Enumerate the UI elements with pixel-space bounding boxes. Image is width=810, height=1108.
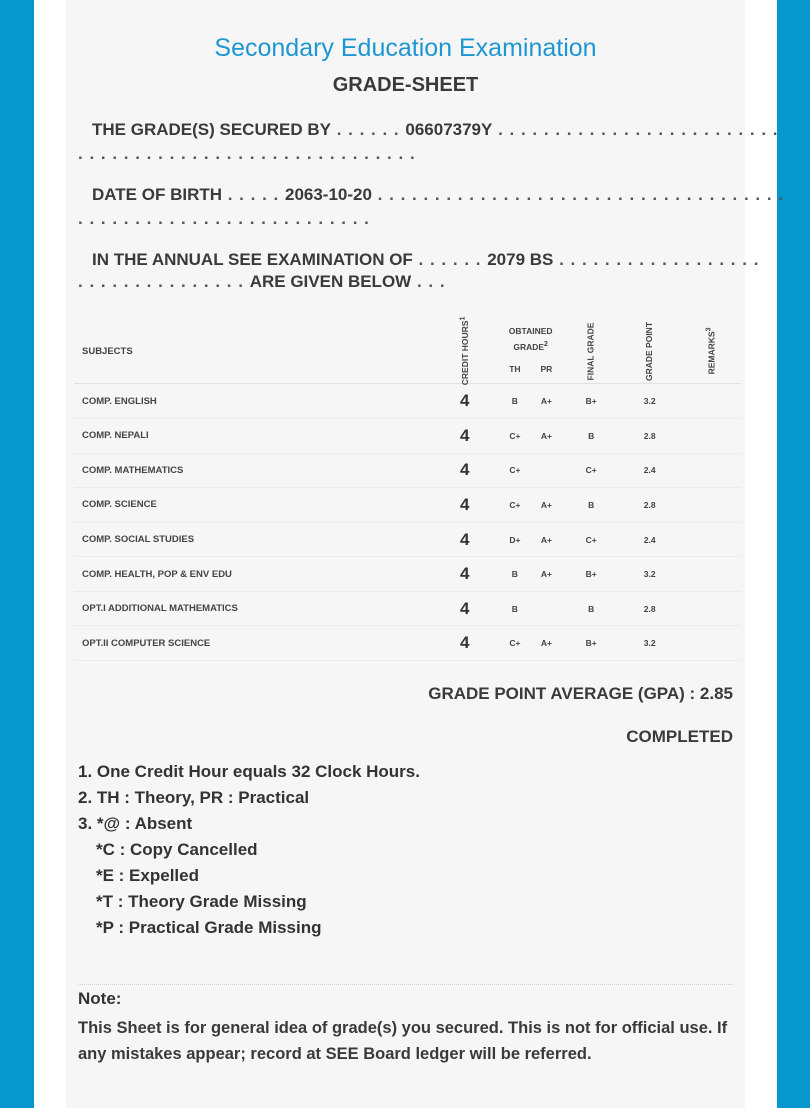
subject-cell: OPT.I ADDITIONAL MATHEMATICS bbox=[74, 591, 430, 626]
table-row bbox=[74, 591, 741, 626]
practical-grade-cell: A+ bbox=[531, 522, 563, 557]
final-grade-cell: C+ bbox=[562, 453, 620, 488]
theory-grade-cell: B bbox=[499, 384, 531, 419]
grade-point-cell: 2.4 bbox=[620, 453, 679, 488]
subject-cell: COMP. MATHEMATICS bbox=[74, 453, 430, 488]
theory-grade-cell: B bbox=[499, 557, 531, 592]
grade-point-cell: 3.2 bbox=[620, 626, 679, 661]
subjects-header: SUBJECTS bbox=[74, 319, 430, 384]
remarks-cell bbox=[679, 591, 741, 626]
subject-cell: COMP. SOCIAL STUDIES bbox=[74, 522, 430, 557]
subject-cell: COMP. NEPALI bbox=[74, 418, 430, 453]
remarks-cell bbox=[679, 488, 741, 523]
final-grade-header: FINAL GRADE bbox=[562, 319, 620, 384]
given-below-label: ARE GIVEN BELOW bbox=[249, 272, 412, 291]
note-label: Note: bbox=[78, 989, 122, 1008]
subject-cell: COMP. ENGLISH bbox=[74, 384, 430, 419]
exam-title: Secondary Education Examination bbox=[214, 34, 597, 62]
theory-grade-cell: C+ bbox=[499, 453, 531, 488]
given-below-line: . . . . . . . . . . . . . . . ARE GIVEN BELOW . . . bbox=[78, 272, 446, 291]
credit-hours-cell: 4 bbox=[430, 453, 499, 488]
remarks-cell bbox=[679, 384, 741, 419]
gpa-summary: GRADE POINT AVERAGE (GPA) : 2.85 bbox=[428, 684, 733, 703]
remarks-header: REMARKS$^3$ bbox=[679, 319, 741, 384]
final-grade-cell: B bbox=[562, 488, 620, 523]
note-text: This Sheet is for general idea of grade(s) you secured. This is not for official use. If any mistakes appear; record at SEE Board ledger will be referred. bbox=[78, 1019, 728, 1063]
table-row bbox=[74, 626, 741, 661]
remarks-cell bbox=[679, 453, 741, 488]
table-row bbox=[74, 384, 741, 419]
credit-hours-cell: 4 bbox=[430, 557, 499, 592]
symbol-number: 06607379Y bbox=[405, 120, 493, 139]
footnote-2: 2. TH : Theory, PR : Practical bbox=[78, 788, 310, 807]
table-row bbox=[74, 557, 741, 592]
table-row bbox=[74, 453, 741, 488]
result-status: COMPLETED bbox=[626, 727, 733, 746]
dots-filler: . . . . . . . . . . . . . . . . . . . . . . . . . . bbox=[78, 209, 370, 228]
theory-grade-cell: C+ bbox=[499, 418, 531, 453]
practical-grade-cell: A+ bbox=[531, 384, 563, 419]
th-header: TH bbox=[499, 354, 531, 384]
theory-grade-cell: B bbox=[499, 591, 531, 626]
practical-grade-cell: A+ bbox=[531, 626, 563, 661]
right-blue-band bbox=[777, 0, 810, 1108]
subject-cell: COMP. SCIENCE bbox=[74, 488, 430, 523]
sheet-subtitle: GRADE-SHEET bbox=[332, 74, 479, 96]
final-grade-cell: C+ bbox=[562, 522, 620, 557]
final-grade-cell: B bbox=[562, 591, 620, 626]
grade-point-cell: 2.8 bbox=[620, 591, 679, 626]
exam-line: IN THE ANNUAL SEE EXAMINATION OF . . . . . . 2079 BS . . . . . . . . . . . . . . . . . . bbox=[92, 250, 760, 269]
remarks-cell bbox=[679, 522, 741, 557]
grade-point-header: GRADE POINT bbox=[620, 319, 679, 384]
theory-grade-cell: C+ bbox=[499, 626, 531, 661]
credit-hours-header: CREDIT HOURS$^1$ bbox=[430, 319, 499, 384]
practical-grade-cell: A+ bbox=[531, 488, 563, 523]
practical-grade-cell bbox=[531, 453, 563, 488]
footnote-expelled: *E : Expelled bbox=[96, 866, 199, 885]
grade-point-cell: 2.8 bbox=[620, 488, 679, 523]
grades-table bbox=[74, 316, 741, 661]
credit-hours-cell: 4 bbox=[430, 591, 499, 626]
footnote-theory-missing: *T : Theory Grade Missing bbox=[96, 892, 307, 911]
dots-filler: . . . . . . . . . . . . . . . . . . . . . . . . . . . . . . bbox=[78, 144, 416, 163]
exam-year: 2079 BS bbox=[487, 250, 554, 269]
subject-cell: OPT.II COMPUTER SCIENCE bbox=[74, 626, 430, 661]
grade-point-cell: 2.4 bbox=[620, 522, 679, 557]
obtained-grade-header: OBTAINED GRADE$^2$ bbox=[508, 326, 553, 352]
grade-point-cell: 2.8 bbox=[620, 418, 679, 453]
theory-grade-cell: C+ bbox=[499, 488, 531, 523]
remarks-cell bbox=[679, 557, 741, 592]
credit-hours-cell: 4 bbox=[430, 626, 499, 661]
left-blue-band bbox=[0, 0, 34, 1108]
final-grade-cell: B bbox=[562, 418, 620, 453]
practical-grade-cell bbox=[531, 591, 563, 626]
exam-label: IN THE ANNUAL SEE EXAMINATION OF bbox=[92, 250, 413, 269]
final-grade-cell: B+ bbox=[562, 626, 620, 661]
pr-header: PR bbox=[531, 354, 563, 384]
remarks-cell bbox=[679, 626, 741, 661]
final-grade-cell: B+ bbox=[562, 557, 620, 592]
credit-hours-cell: 4 bbox=[430, 488, 499, 523]
subject-cell: COMP. HEALTH, POP & ENV EDU bbox=[74, 557, 430, 592]
credit-hours-cell: 4 bbox=[430, 384, 499, 419]
divider bbox=[78, 984, 733, 985]
secured-by-label: THE GRADE(S) SECURED BY bbox=[92, 120, 331, 139]
table-row bbox=[74, 418, 741, 453]
grade-sheet bbox=[66, 0, 785, 1108]
dob-label: DATE OF BIRTH bbox=[92, 185, 223, 204]
practical-grade-cell: A+ bbox=[531, 418, 563, 453]
table-row bbox=[74, 488, 741, 523]
dob-line: DATE OF BIRTH . . . . . 2063-10-20 . . . . . . . . . . . . . . . . . . . . . . . . . . . . . . . . . . . . bbox=[92, 185, 785, 204]
table-row bbox=[74, 522, 741, 557]
footnote-copy-cancelled: *C : Copy Cancelled bbox=[96, 840, 258, 859]
final-grade-cell: B+ bbox=[562, 384, 620, 419]
grade-point-cell: 3.2 bbox=[620, 557, 679, 592]
secured-by-line: THE GRADE(S) SECURED BY . . . . . . 06607379Y . . . . . . . . . . . . . . . . . . . . . . . . . bbox=[92, 120, 779, 139]
footnote-3: 3. *@ : Absent bbox=[78, 814, 193, 833]
credit-hours-cell: 4 bbox=[430, 418, 499, 453]
theory-grade-cell: D+ bbox=[499, 522, 531, 557]
footnote-practical-missing: *P : Practical Grade Missing bbox=[96, 918, 322, 937]
credit-hours-cell: 4 bbox=[430, 522, 499, 557]
footnote-1: 1. One Credit Hour equals 32 Clock Hours. bbox=[78, 762, 420, 781]
practical-grade-cell: A+ bbox=[531, 557, 563, 592]
dob-value: 2063-10-20 bbox=[284, 185, 372, 204]
grade-point-cell: 3.2 bbox=[620, 384, 679, 419]
remarks-cell bbox=[679, 418, 741, 453]
